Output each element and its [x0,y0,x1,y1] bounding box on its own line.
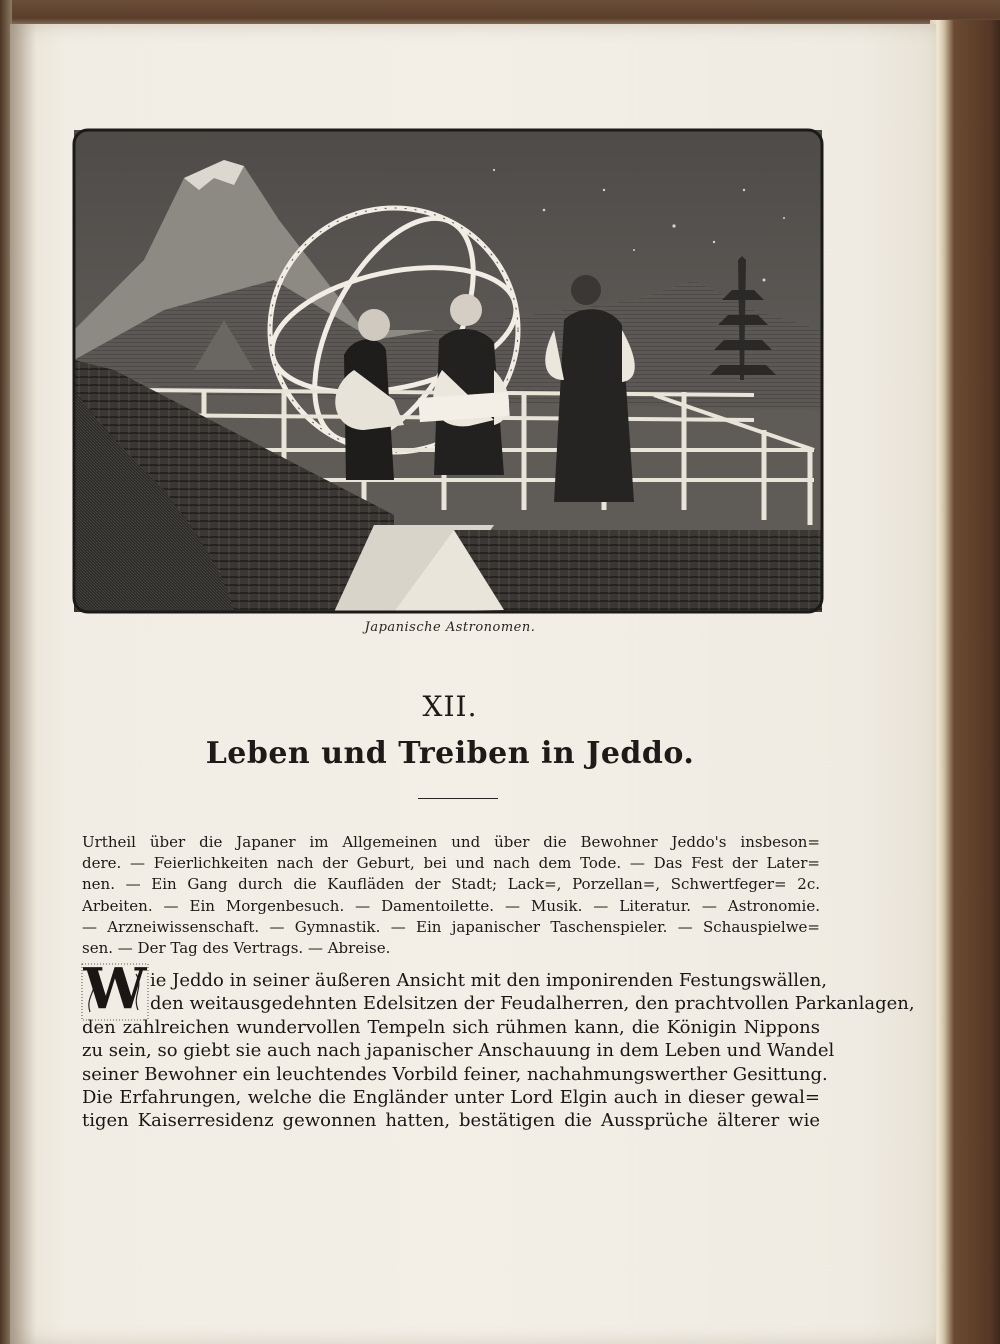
body-text [82,970,915,1133]
summary-line: — Arzneiwissenschaft. — Gymnastik. — Ein japanischer Taschenspieler. — Schauspielwe= [82,917,820,936]
illustration-caption: Japanische Astronomen. [364,620,536,635]
body-line: ie Jeddo in seiner äußeren Ansicht mit den imponirenden Festungswällen, [150,970,828,991]
body-line: zu sein, so giebt sie auch nach japanischer Anschauung in dem Leben und Wandel [82,1040,835,1062]
chapter-number: XII. [422,690,478,723]
body-line: den zahlreichen wundervollen Tempeln sich rühmen kann, die Königin Nippons [82,1016,820,1038]
summary-line: sen. — Der Tag des Vertrags. — Abreise. [82,939,391,958]
chapter-title: Leben und Treiben in Jeddo. [205,736,695,771]
book-cover-spine [930,20,1000,1344]
body-line: Die Erfahrungen, welche die Engländer unter Lord Elgin auch in dieser gewal= [82,1087,820,1109]
summary-line: dere. — Feierlichkeiten nach der Geburt, bei und nach dem Tode. — Das Fest der Later= [82,854,820,873]
body-line: seiner Bewohner ein leuchtendes Vorbild feiner, nachahmungswerther Gesittung. [82,1063,828,1085]
page-gutter-shadow [10,24,36,1344]
engraving-artwork [74,130,822,612]
body-line: den weitausgedehnten Edelsitzen der Feudalherren, den prachtvollen Parkanlagen, [150,993,915,1015]
body-line: tigen Kaiserresidenz gewonnen hatten, bestätigen die Aussprüche älterer wie [82,1110,820,1132]
summary-line: Arbeiten. — Ein Morgenbesuch. — Damentoilette. — Musik. — Literatur. — Astronomie. [82,896,820,915]
chapter-summary [82,832,820,959]
engraving-illustration [74,130,822,612]
drop-cap: W [83,956,147,1022]
book-cover-top [0,0,1000,26]
summary-line: Urtheil über die Japaner im Allgemeinen und über die Bewohner Jeddo's insbeson= [82,833,820,851]
summary-line: nen. — Ein Gang durch die Kaufläden der Stadt; Lack=, Porzellan=, Schwertfeger= 2c. [82,875,820,894]
title-divider [418,798,498,799]
